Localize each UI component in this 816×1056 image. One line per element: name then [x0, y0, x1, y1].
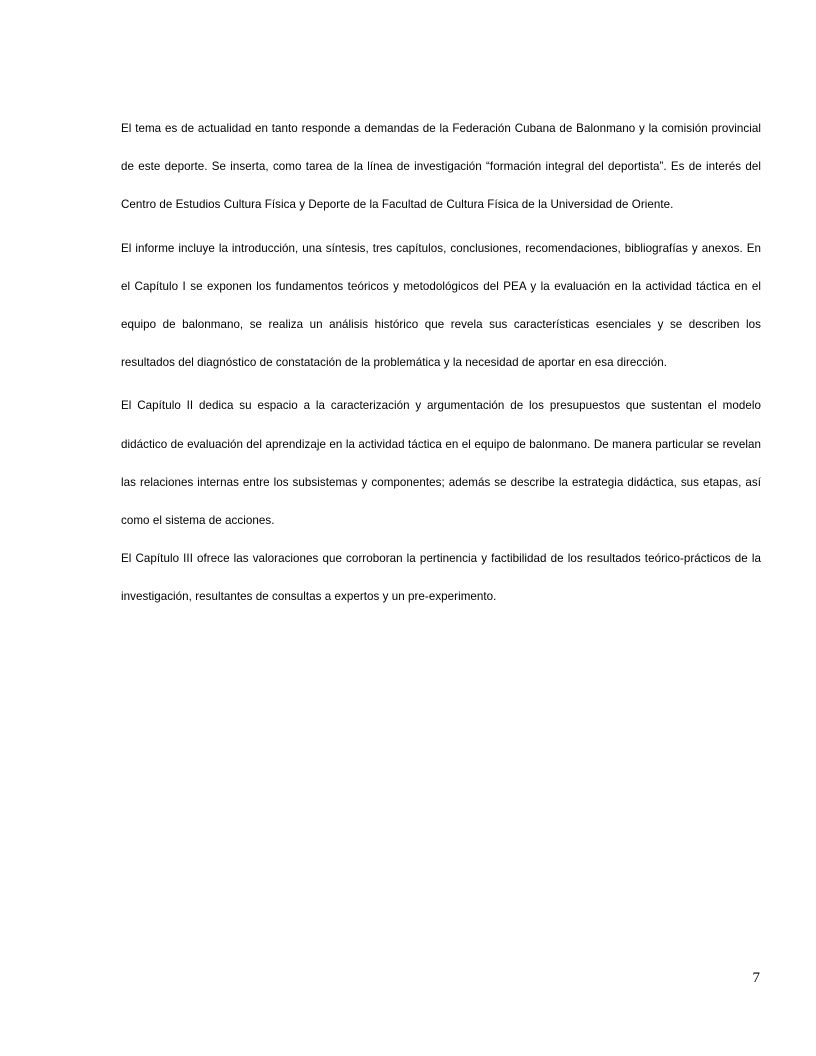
paragraph-chapter-two: El Capítulo II dedica su espacio a la caracterización y argumentación de los presupuestos que sustentan el modelo didáctico de evaluación del aprendizaje en la actividad táctica en el equipo de balonmano. De manera particular se revelan las relaciones internas entre los subsistemas y componentes; además se describe la estrategia didáctica, sus etapas, así como el sistema de acciones. — [121, 399, 761, 528]
paragraph-report-structure: El informe incluye la introducción, una síntesis, tres capítulos, conclusiones, recomendaciones, bibliografías y anexos. En el Capítulo I se exponen los fundamentos teóricos y metodológicos del PEA y la evaluación en la actividad táctica en el equipo de balonmano, se realiza un análisis histórico que revela sus características esenciales y se describen los resultados del diagnóstico de constatación de la problemática y la necesidad de aportar en esa dirección. — [121, 241, 761, 370]
page-number: 7 — [752, 970, 760, 986]
paragraph-relevance: El tema es de actualidad en tanto responde a demandas de la Federación Cubana de Balonmano y la comisión provincial de este deporte. Se inserta, como tarea de la línea de investigación “formación integral del deportista”. Es de interés del Centro de Estudios Cultura Física y Deporte de la Facultad de Cultura Física de la Universidad de Oriente. — [121, 122, 761, 212]
paragraph-chapter-three: El Capítulo III ofrece las valoraciones que corroboran la pertinencia y factibilidad de los resultados teórico-prácticos de la investigación, resultantes de consultas a expertos y un pre-experimento. — [121, 552, 761, 604]
body-text — [121, 110, 761, 617]
